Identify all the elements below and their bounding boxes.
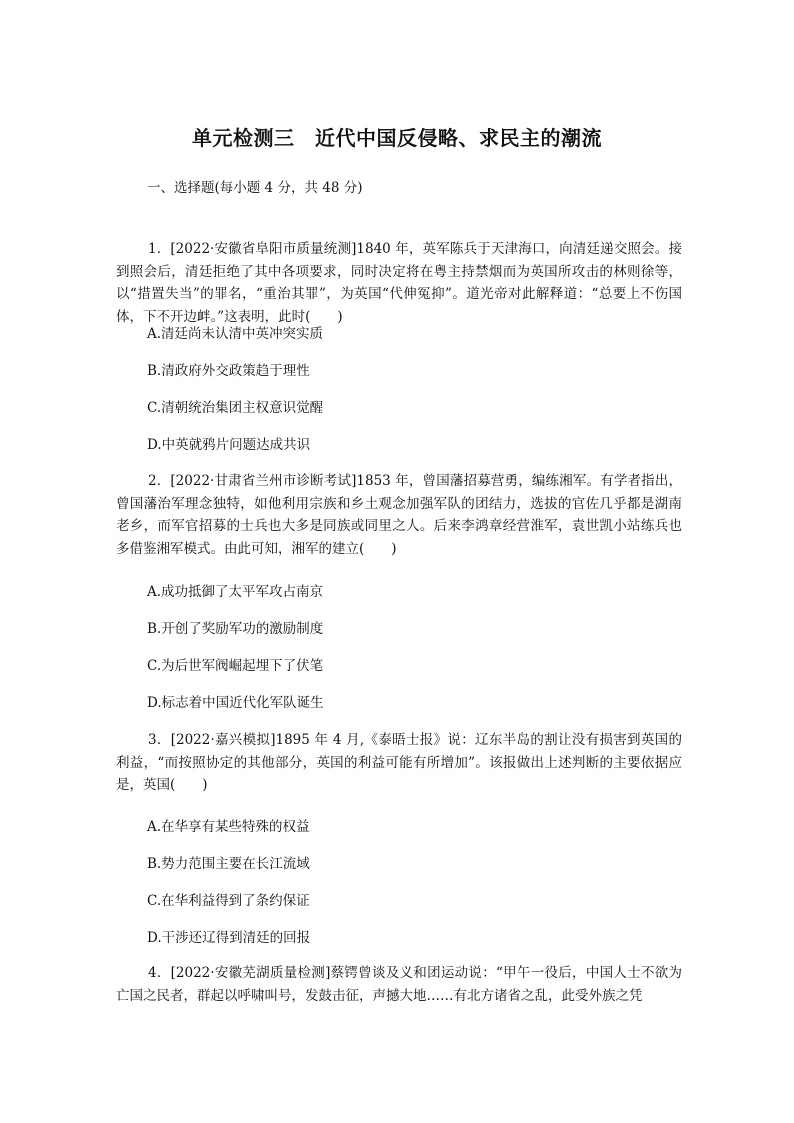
question-3-stem: 3．[2022·嘉兴模拟]1895 年 4 月,《泰晤士报》说：辽东半岛的割让没有损害到英国的利益，“而按照协定的其他部分，英国的利益可能有所增加”。该报做出上述判断的主要依据应是，英国( ) [116,732,682,793]
question-3-option-a: A.在华享有某些特殊的权益 [147,819,310,835]
question-2-stem: 2．[2022·甘肃省兰州市诊断考试]1853 年，曾国藩招募营勇，编练湘军。有学者指出，曾国藩治军理念独特，如他利用宗族和乡土观念加强军队的团结力，选拔的官佐几乎都是湖南老乡，而军官招募的士兵也大多是同族或同里之人。后来李鸿章经营淮军，袁世凯小站练兵也多借鉴湘军模式。由此可知，湘军的建立( ) [116,473,682,557]
question-3-option-c: C.在华利益得到了条约保证 [147,893,310,909]
page-title: 单元检测三 近代中国反侵略、求民主的潮流 [192,126,602,150]
question-1-option-c: C.清朝统治集团主权意识觉醒 [147,400,324,416]
question-3-option-b: B.势力范围主要在长江流域 [147,856,310,872]
question-2-option-b: B.开创了奖励军功的激励制度 [147,621,324,637]
question-2-option-a: A.成功抵御了太平军攻占南京 [147,584,324,600]
question-1-stem: 1．[2022·安徽省阜阳市质量统测]1840 年，英军陈兵于天津海口，向清廷递交照会。接到照会后，清廷拒绝了其中各项要求，同时决定将在粤主持禁烟而为英国所攻击的林则徐等，以“措置失当”的罪名，“重治其罪”，为英国“代伸冤抑”。道光帝对此解释道：“总要上不伤国体，下不开边衅。”这表明，此时( ) [116,241,682,325]
question-1-option-d: D.中英就鸦片问题达成共识 [147,437,311,453]
question-4-stem: 4．[2022·安徽芜湖质量检测]蔡锷曾谈及义和团运动说：“甲午一役后，中国人士不欲为亡国之民者，群起以呼啸叫号，发鼓击征，声撼大地……有北方诸省之乱，此受外族之凭 [116,965,682,1004]
question-2-option-d: D.标志着中国近代化军队诞生 [147,695,324,711]
question-2-option-c: C.为后世军阀崛起埋下了伏笔 [147,658,324,674]
section-header: 一、选择题(每小题 4 分，共 48 分) [147,180,363,196]
question-3-option-d: D.干涉还辽得到清廷的回报 [147,930,311,946]
question-1-option-b: B.清政府外交政策趋于理性 [147,363,310,379]
question-1-option-a: A.清廷尚未认清中英冲突实质 [147,326,324,342]
